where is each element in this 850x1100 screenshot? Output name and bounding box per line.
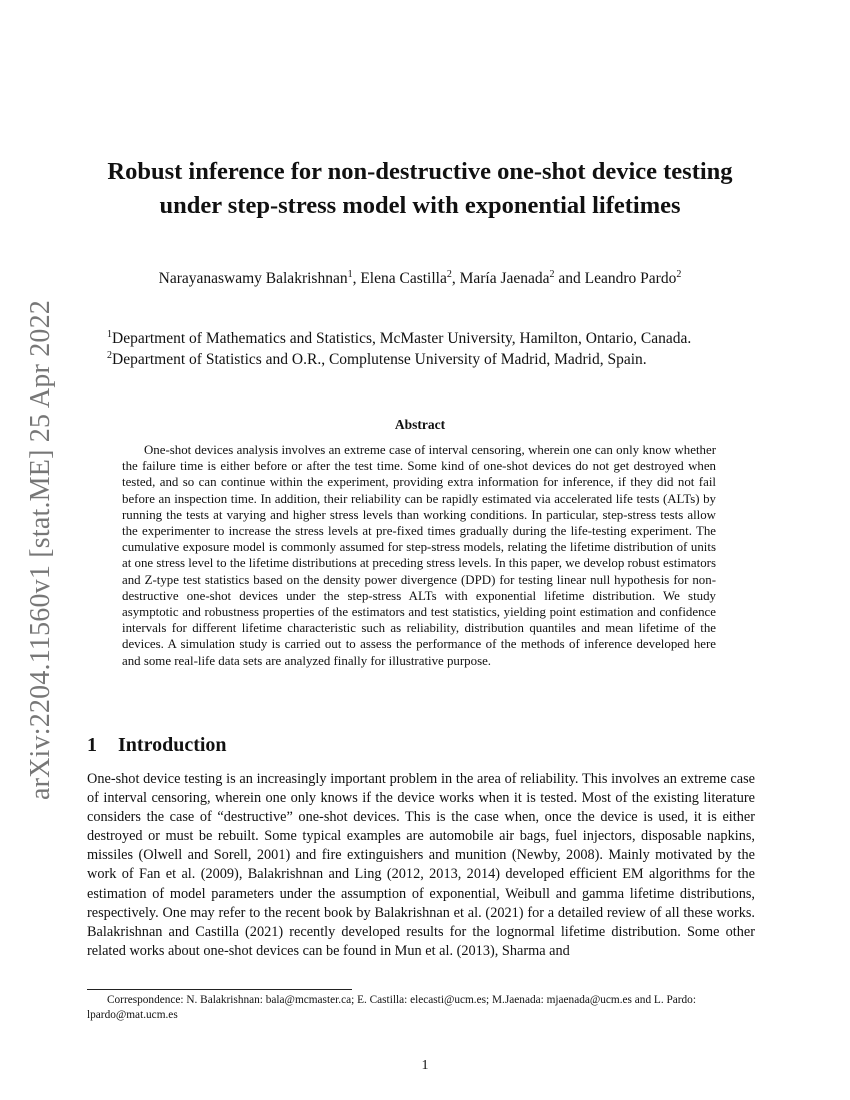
footnote-divider (87, 989, 352, 990)
affiliation-text: Department of Statistics and O.R., Complutense University of Madrid, Madrid, Spain. (112, 351, 647, 368)
affiliation-item (107, 349, 787, 370)
affiliation-item (107, 328, 787, 349)
section-heading (87, 734, 227, 757)
author-name: Leandro Pardo (584, 270, 677, 287)
abstract-heading: Abstract (394, 417, 446, 432)
author-list (90, 268, 750, 290)
correspondence-footnote: Correspondence: N. Balakrishnan: bala@mcmaster.ca; E. Castilla: elecasti@ucm.es; M.Jaenada: mjaenada@ucm.es and L. Pardo: lpardo@mat.ucm.es (87, 994, 696, 1021)
abstract-body: One-shot devices analysis involves an extreme case of interval censoring, wherein one can only know whether the failure time is either before or after the test time. Some kind of one-shot devices do not get destroyed when tested, and so can continue within the experiment, providing extra information for inference, if they did not fail before an inspection time. In addition, their reliability can be rapidly estimated via accelerated life tests (ALTs) by running the tests at varying and higher stress levels than working conditions. In particular, step-stress tests allow the experimenter to increase the stress levels at pre-fixed times gradually during the life-testing experiment. The cumulative exposure model is commonly assumed for step-stress models, relating the lifetime distribution of units at one stress level to the lifetime distributions at preceding stress levels. In this paper, we develop robust estimators and Z-type test statistics based on the density power divergence (DPD) for testing linear null hypothesis for non-destructive one-shot devices under the step-stress ALTs with exponential lifetime distribution. We study asymptotic and robustness properties of the estimators and test statistics, yielding point estimation and confidence intervals for different lifetime characteristic such as reliability, distribution quantiles and mean lifetime of the devices. A simulation study is carried out to assess the performance of the methods of inference developed here and some real-life data sets are analyzed finally for illustrative purpose. (122, 443, 716, 668)
affiliation-text: Department of Mathematics and Statistics, McMaster University, Hamilton, Ontario, Canada. (112, 330, 692, 347)
author-affiliation-mark: 2 (676, 269, 682, 280)
introduction-paragraph: One-shot device testing is an increasingly important problem in the area of reliability. This involves an extreme case of interval censoring, wherein one only knows if the device works when it is tested. Most of the existing literature considers the case of “destructive” one-shot devices. This is the case when, once the device is used, it is either destroyed or must be rebuilt. Some typical examples are automobile air bags, fuel injectors, disposable napkins, missiles (Olwell and Sorell, 2001) and fire extinguishers and munition (Newby, 2008). Mainly motivated by the work of Fan et al. (2009), Balakrishnan and Ling (2012, 2013, 2014) developed efficient EM algorithms for the estimation of model parameters under the assumption of exponential, Weibull and gamma lifetime distributions, respectively. One may refer to the recent book by Balakrishnan et al. (2021) for a detailed review of all these works. Balakrishnan and Castilla (2021) recently developed results for the lognormal lifetime distribution. Some other related works about one-shot devices can be found in Mun et al. (2013), Sharma and (87, 771, 755, 959)
author-separator: , (451, 270, 460, 287)
author-affiliation-mark: 1 (347, 269, 353, 280)
arxiv-id-text: arXiv:2204.11560v1 [stat.ME] 25 Apr 2022 (25, 299, 56, 801)
author-name: María Jaenada (459, 270, 550, 287)
section-number: 1 (87, 734, 97, 756)
author-name: Narayanaswamy Balakrishnan (158, 270, 348, 287)
author-affiliation-mark: 2 (446, 269, 452, 280)
paper-title: Robust inference for non-destructive one-shot device testing under step-stress model with exponential lifetimes (107, 158, 733, 219)
author-name: Elena Castilla (360, 270, 447, 287)
author-separator: and (554, 270, 585, 287)
affiliation-mark: 1 (107, 329, 112, 340)
affiliation-list (107, 328, 787, 370)
affiliation-mark: 2 (107, 350, 112, 361)
section-title: Introduction (118, 734, 227, 756)
page-number: 1 (421, 1058, 429, 1073)
author-affiliation-mark: 2 (549, 269, 555, 280)
author-separator: , (352, 270, 361, 287)
